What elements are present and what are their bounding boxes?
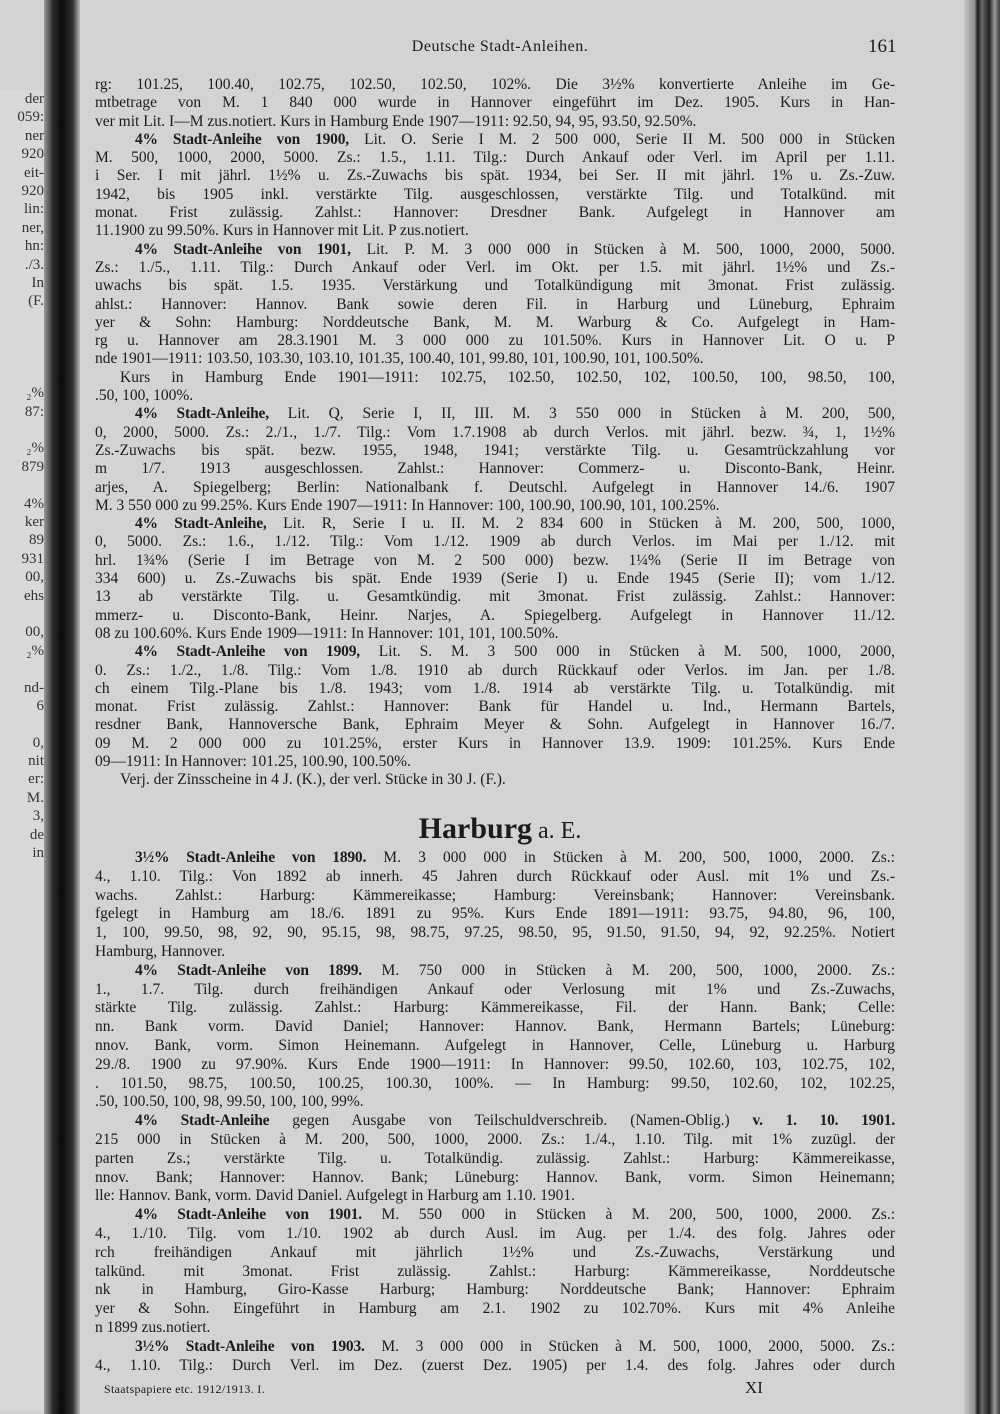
line-text: Zs.: 1./5., 1.11. Tilg.: Durch Ankauf oder Verl. im Okt. per 1.5. mit jährl. 1½% und Zs.- — [95, 258, 895, 276]
previous-page-fragment: 00, — [25, 569, 44, 586]
loan-title-date: v. 1. 10. 1901. — [729, 1112, 895, 1130]
line-text: parten Zs.; verstärkte Tilg. u. Totalkündig. zulässig. Zahlst.: Harburg: Kämmereikasse, — [95, 1149, 895, 1167]
line-text: 215 000 in Stücken à M. 200, 500, 1000, 2000. Zs.: 1./4., 1.10. Tilg. mit 1% zuzügl. der — [95, 1130, 895, 1148]
previous-page-fragment: nd- — [24, 679, 44, 696]
previous-page-fragment: 3, — [32, 808, 44, 825]
line-text: Lit. P. M. 3 000 000 in Stücken à M. 500, 1000, 2000, 5000. — [350, 240, 895, 258]
line-text: 11.1900 zu 99.50%. Kurs in Hannover mit Lit. P zus.notiert. — [95, 222, 469, 240]
entry-line — [95, 94, 895, 112]
line-text: 334 600) u. Zs.-Zuwachs bis spät. Ende 1939 (Serie I) u. Ende 1945 (Serie II); vom 1./12. — [95, 570, 895, 588]
loan-title: 4% Stadt-Anleihe von 1901, — [135, 240, 351, 258]
loan-title: 3½% Stadt-Anleihe von 1903. — [135, 1337, 365, 1355]
entry-first-line — [95, 771, 895, 789]
entry-line — [95, 479, 895, 497]
line-text: 0, 5000. Zs.: 1.6., 1./12. Tilg.: Vom 1./12. 1909 ab durch Verlos. im Mai per 1./12. mit — [95, 533, 895, 551]
previous-page-fragment: de — [29, 826, 44, 843]
entry-first-line — [95, 369, 895, 387]
entry-line — [95, 1263, 895, 1282]
line-text: . 101.50, 98.75, 100.50, 100.25, 100.30, 100%. — In Hamburg: 99.50, 102.60, 102, 102.25, — [95, 1074, 895, 1092]
line-text: .50, 100, 100%. — [95, 387, 194, 405]
line-text: hrl. 1¾% (Serie I im Betrage von M. 2 500 000) bezw. 1¼% (Serie II im Betrage von — [95, 551, 895, 569]
previous-page-fragment — [0, 366, 46, 384]
previous-page-fragment: ₂% — [26, 385, 44, 402]
entry-line — [95, 753, 895, 771]
running-head: Deutsche Stadt-Anleihen. — [411, 38, 589, 55]
entry-line — [95, 981, 895, 1000]
entry-line — [95, 662, 895, 680]
line-text: Lit. O. Serie I M. 2 500 000, Serie II M. 500 000 in Stücken — [348, 130, 895, 148]
previous-page-fragment — [0, 329, 46, 347]
previous-page-fragment: 920 — [21, 146, 44, 163]
entry-line — [95, 1300, 895, 1319]
entry-line — [95, 1169, 895, 1188]
entry-line — [95, 204, 895, 222]
line-text: nk in Hamburg, Giro-Kasse Harburg; Hamburg: Norddeutsche Bank; Hannover: Ephraim — [95, 1281, 895, 1299]
previous-page-fragment: ner — [24, 127, 44, 144]
previous-page-fragment: M. — [26, 789, 44, 806]
line-text: resdner Bank, Hannoversche Bank, Ephraim Meyer & Sohn. Aufgelegt in Hannover 16./7. — [95, 716, 895, 734]
entry-first-line — [95, 643, 895, 661]
entry-line — [95, 1187, 895, 1206]
section-deutsche-stadt-anleihen — [95, 76, 895, 790]
entry-line — [95, 680, 895, 698]
entry-line — [95, 460, 895, 478]
line-text: Lit. Q, Serie I, II, III. M. 3 550 000 in Stücken à M. 200, 500, — [268, 405, 895, 423]
entry-line — [95, 222, 895, 240]
page-number: 161 — [868, 36, 897, 57]
entry-first-line — [95, 1206, 895, 1225]
entry-line — [95, 1131, 895, 1150]
line-text: M. 3 000 000 in Stücken à M. 500, 1000, 2000, 5000. Zs.: — [364, 1337, 895, 1355]
entry-first-line — [95, 515, 895, 533]
line-text: Lit. R, Serie I u. II. M. 2 834 600 in Stücken à M. 200, 500, 1000, — [266, 515, 895, 533]
line-text: nnov. Bank; Hannover: Hannov. Bank; Lüneburg: Hannov. Bank, vorm. Simon Heinemann; — [95, 1168, 895, 1186]
entry-first-line — [95, 1112, 895, 1131]
line-text: monat. Frist zulässig. Zahlst.: Hannover: Bank für Handel u. Ind., Hermann Bartels, — [95, 698, 895, 716]
footer-sheet-number: XI — [745, 1378, 763, 1397]
line-text: monat. Frist zulässig. Zahlst.: Hannover: Dresdner Bank. Aufgelegt in Hannover am — [95, 204, 895, 222]
previous-page-fragment — [0, 660, 46, 678]
line-text: M. 750 000 in Stücken à M. 200, 500, 1000, 2000. Zs.: — [362, 961, 895, 979]
previous-page-fragment: 6 — [36, 697, 44, 714]
loan-title: 4% Stadt-Anleihe, — [135, 515, 267, 533]
line-text: ch einem Tilg.-Plane bis 1./8. 1943; vom 1./8. 1914 ab verstärkte Tilg. u. Totalkündig. mit — [95, 679, 895, 697]
entry-line — [95, 1244, 895, 1263]
entry-line — [95, 1093, 895, 1112]
entry-line — [95, 1150, 895, 1169]
entry-line — [95, 149, 895, 167]
entry-line — [95, 588, 895, 606]
loan-title: 4% Stadt-Anleihe von 1909, — [135, 643, 360, 661]
line-text: rg: 101.25, 100.40, 102.75, 102.50, 102.50, 102%. Die 3½% konvertierte Anleihe im Ge- — [95, 76, 895, 93]
entry-line — [95, 442, 895, 460]
previous-page-fragment: (F. — [28, 293, 44, 310]
entry-line — [95, 1281, 895, 1300]
line-text: M. 500, 1000, 2000, 5000. Zs.: 1.5., 1.11. Tilg.: Durch Ankauf oder Verl. im April per 1.11. — [95, 149, 895, 167]
line-text: wachs. Zahlst.: Harburg: Kämmereikasse; Hamburg: Vereinsbank; Hannover: Vereinsbank. — [95, 886, 895, 904]
previous-page-fragment: eit- — [24, 164, 44, 181]
entry-line — [95, 113, 895, 131]
line-text: uwachs bis spät. 1.5. 1935. Verstärkung und Totalkündigung mit 3monat. Frist zulässig. — [95, 277, 895, 295]
line-text: 08 zu 100.60%. Kurs Ende 1909—1911: In Hannover: 101, 101, 100.50%. — [95, 624, 559, 642]
loan-title: 4% Stadt-Anleihe — [135, 1112, 270, 1130]
previous-page-fragment: ker — [24, 513, 44, 530]
previous-page-fragment: ./3. — [24, 256, 44, 273]
entry-line — [95, 497, 895, 515]
line-text: n 1899 zus.notiert. — [95, 1318, 211, 1336]
loan-title: 4% Stadt-Anleihe, — [135, 405, 269, 423]
line-text: nnov. Bank, vorm. Simon Heinemann. Aufgelegt in Hannover, Celle, Lüneburg u. Harburg — [95, 1036, 895, 1054]
line-text: rg u. Hannover am 28.3.1901 M. 3 000 000 zu 101.50%. Kurs in Hannover Lit. O u. P — [95, 332, 895, 350]
previous-page-fragment — [0, 476, 46, 494]
line-text: 1942, bis 1905 inkl. verstärkte Tilg. ausgeschlossen, verstärkte Tilg. und Totalkünd. mit — [95, 185, 895, 203]
previous-page-fragment: ner, — [21, 219, 44, 236]
line-text: Hamburg, Hannover. — [95, 942, 226, 960]
previous-page-fragment — [0, 421, 46, 439]
line-text: nde 1901—1911: 103.50, 103.30, 103.10, 101.35, 100.40, 101, 99.80, 101, 100.90, 101, 100.50%. — [95, 350, 704, 368]
previous-page-fragment: 879 — [21, 458, 44, 475]
section-harburg — [95, 849, 895, 1375]
line-text: gegen Ausgabe von Teilschuldverschreib. (Namen-Oblig.) — [269, 1112, 730, 1130]
line-text: fgelegt in Hamburg am 18./6. 1891 zu 95%. Kurs Ende 1891—1911: 93.75, 94.80, 96, 100, — [95, 905, 895, 923]
entry-line — [95, 387, 895, 405]
heading-suffix: a. E. — [538, 818, 582, 844]
line-text: Kurs in Hamburg Ende 1901—1911: 102.75, 102.50, 102.50, 102, 100.50, 100, 98.50, 100, — [120, 368, 895, 386]
entry-first-line — [95, 131, 895, 149]
loan-title: 3½% Stadt-Anleihe von 1890. — [135, 849, 367, 866]
entry-line — [95, 277, 895, 295]
entry-line — [95, 735, 895, 753]
line-text: yer & Sohn: Hamburg: Norddeutsche Bank, M. M. Warburg & Co. Aufgelegt in Ham- — [95, 313, 895, 331]
entry-line — [95, 1075, 895, 1094]
entry-first-line — [95, 1338, 895, 1357]
entry-line — [95, 424, 895, 442]
entry-line — [95, 698, 895, 716]
entry-line — [95, 167, 895, 185]
previous-page-fragment: ehs — [24, 587, 44, 604]
entry-line — [95, 350, 895, 368]
previous-page-fragment: ₂% — [26, 440, 44, 457]
line-text: mtbetrage von M. 1 840 000 wurde in Hannover eingeführt im Dez. 1905. Kurs in Han- — [95, 94, 895, 112]
entry-line — [95, 716, 895, 734]
previous-page-fragment: 920 — [21, 182, 44, 199]
line-text: M. 3 000 000 in Stücken à M. 200, 500, 1000, 2000. Zs.: — [366, 849, 895, 866]
line-text: 1., 1.7. Tilg. durch freihändigen Ankauf oder Verlosung mit 1% und Zs.-Zuwachs, — [95, 980, 895, 998]
previous-page-fragment — [0, 347, 46, 365]
book-gutter — [44, 0, 80, 1414]
previous-page-fragment: nit — [28, 753, 44, 770]
entry-line — [95, 1056, 895, 1075]
loan-title: 4% Stadt-Anleihe von 1901. — [135, 1206, 362, 1224]
entry-line — [95, 533, 895, 551]
line-text: lle: Hannov. Bank, vorm. David Daniel. Aufgelegt in Harburg am 1.10. 1901. — [95, 1187, 575, 1205]
line-text: stärkte Tilg. zulässig. Zahlst.: Harburg: Kämmereikasse, Fil. der Hann. Bank; Celle: — [95, 999, 895, 1017]
entry-line — [95, 314, 895, 332]
line-text: 0, 2000, 5000. Zs.: 2./1., 1./7. Tilg.: Vom 1.7.1908 ab durch Verlos. mit jährl. bezw. ¾, 1, 1½% — [95, 423, 895, 441]
line-text: m 1/7. 1913 ausgeschlossen. Zahlst.: Hannover: Commerz- u. Disconto-Bank, Heinr. — [95, 460, 895, 478]
line-text: M. 550 000 in Stücken à M. 200, 500, 1000, 2000. Zs.: — [362, 1206, 895, 1224]
entry-line — [95, 1037, 895, 1056]
entry-line — [95, 1018, 895, 1037]
entry-line — [95, 332, 895, 350]
previous-page-fragment — [0, 715, 46, 733]
line-text: M. 3 550 000 zu 99.25%. Kurs Ende 1907—1911: In Hannover: 100, 100.90, 100.90, 101, 100.25%. — [95, 496, 720, 514]
entry-line — [95, 905, 895, 924]
line-text: Verj. der Zinsscheine in 4 J. (K.), der verl. Stücke in 30 J. (F.). — [120, 771, 506, 789]
previous-page-fragment: ₂% — [26, 642, 44, 659]
entry-first-line — [95, 405, 895, 423]
line-text: ahlst.: Hannover: Hannov. Bank sowie deren Fil. in Harburg und Lüneburg, Ephraim — [95, 295, 895, 313]
entry-line — [95, 1225, 895, 1244]
line-text: 09 M. 2 000 000 zu 101.25%, erster Kurs in Hannover 13.9. 1909: 101.25%. Kurs Ende — [95, 734, 895, 752]
line-text: talkünd. mit 3monat. Frist zulässig. Zahlst.: Harburg: Kämmereikasse, Norddeutsche — [95, 1262, 895, 1280]
previous-page-fragment: lin: — [23, 201, 44, 218]
line-text: yer & Sohn. Eingeführt in Hamburg am 2.1. 1902 zu 102.70%. Kurs mit 4% Anleihe — [95, 1300, 895, 1318]
line-text: nn. Bank vorm. David Daniel; Hannover: Hannov. Bank, Hermann Bartels; Lüneburg: — [95, 1018, 895, 1036]
line-text: 4., 1./10. Tilg. vom 1./10. 1902 ab durch Ausl. im Aug. per 1./4. des folg. Jahres oder — [95, 1224, 895, 1242]
entry-line — [95, 887, 895, 906]
line-text: 1, 100, 99.50, 98, 92, 90, 95.15, 98, 98.75, 97.25, 98.50, 95, 91.50, 91.50, 94, 92, 92.25%. Notiert — [95, 924, 895, 942]
line-text: 0. Zs.: 1./2., 1./8. Tilg.: Vom 1./8. 1910 ab durch Rückkauf oder Verlos. im Jan. per 1./8. — [95, 661, 895, 679]
loan-title: 4% Stadt-Anleihe von 1899. — [135, 961, 362, 979]
previous-page-fragment: der — [24, 91, 44, 107]
previous-page-fragment: 931 — [21, 550, 44, 567]
previous-page-fragment: er: — [28, 771, 44, 788]
line-text: .50, 100.50, 100, 98, 99.50, 100, 100, 99%. — [95, 1093, 364, 1111]
previous-page-edge — [0, 90, 46, 1410]
previous-page-fragment: 89 — [29, 532, 44, 549]
previous-page-fragment: 0, — [32, 734, 44, 751]
entry-line — [95, 625, 895, 643]
entry-line — [95, 186, 895, 204]
line-text: 4., 1.10. Tilg.: Durch Verl. im Dez. (zuerst Dez. 1905) per 1.4. des folg. Jahres oder durch — [95, 1356, 895, 1374]
previous-page-fragment: 00, — [25, 624, 44, 641]
entry-line — [95, 296, 895, 314]
entry-line — [95, 1357, 895, 1376]
line-text: ver mit Lit. I—M zus.notiert. Kurs in Hamburg Ende 1907—1911: 92.50, 94, 95, 93.50, 92.50%. — [95, 112, 697, 130]
previous-page-fragment: 4% — [24, 495, 44, 512]
entry-line — [95, 924, 895, 943]
line-text: 09—1911: In Hannover: 101.25, 100.90, 100.50%. — [95, 752, 411, 770]
previous-page-fragment: 059: — [17, 109, 44, 126]
previous-page-fragment — [0, 605, 46, 623]
entry-line — [95, 868, 895, 887]
entry-first-line — [95, 962, 895, 981]
entry-line — [95, 999, 895, 1018]
entry-first-line — [95, 241, 895, 259]
section-heading-harburg — [0, 812, 1000, 846]
heading-main: Harburg — [418, 812, 533, 845]
previous-page-fragment: in — [32, 845, 44, 862]
entry-line — [95, 570, 895, 588]
entry-line — [95, 552, 895, 570]
entry-line — [95, 943, 895, 962]
line-text: i Ser. I mit jährl. 1½% u. Zs.-Zuwachs bis spät. 1934, bei Ser. II mit jährl. 1% u. Zs.-Zuw. — [95, 167, 895, 185]
line-text: rch freihändigen Ankauf mit jährlich 1½% und Zs.-Zuwachs, Verstärkung und — [95, 1243, 895, 1261]
entry-first-line — [95, 76, 895, 94]
entry-line — [95, 259, 895, 277]
line-text: arjes, A. Spiegelberg; Berlin: Nationalbank f. Deutschl. Aufgelegt in Hannover 14./6. 1907 — [95, 478, 895, 496]
page-edge — [964, 0, 1000, 1414]
previous-page-fragment — [0, 311, 46, 329]
line-text: mmerz- u. Disconto-Bank, Heinr. Narjes, A. Spiegelberg. Aufgelegt in Hannover 11./12. — [95, 606, 895, 624]
footer-signature: Staatspapiere etc. 1912/1913. I. — [104, 1382, 265, 1396]
line-text: 4., 1.10. Tilg.: Von 1892 ab innerh. 45 Jahren durch Rückkauf oder Ausl. mit 1% und Zs.- — [95, 867, 895, 885]
line-text: Zs.-Zuwachs bis spät. bezw. 1955, 1948, 1941; verstärkte Tilg. u. Gesamtrückzahlung vor — [95, 441, 895, 459]
line-text: 29./8. 1900 zu 97.90%. Kurs Ende 1900—1911: In Hannover: 99.50, 102.60, 103, 102.75, 102, — [95, 1055, 895, 1073]
previous-page-fragment: In — [31, 274, 44, 291]
previous-page-fragment: hn: — [24, 238, 44, 255]
entry-first-line — [95, 849, 895, 868]
loan-title: 4% Stadt-Anleihe von 1900, — [135, 130, 349, 148]
line-text: Lit. S. M. 3 500 000 in Stücken à M. 500, 1000, 2000, — [359, 643, 895, 661]
previous-page-fragment: 87: — [24, 403, 44, 420]
entry-line — [95, 607, 895, 625]
line-text: 13 ab verstärkte Tilg. u. Gesamtkündig. mit 3monat. Frist zulässig. Zahlst.: Hannover: — [95, 588, 895, 606]
entry-line — [95, 1319, 895, 1338]
